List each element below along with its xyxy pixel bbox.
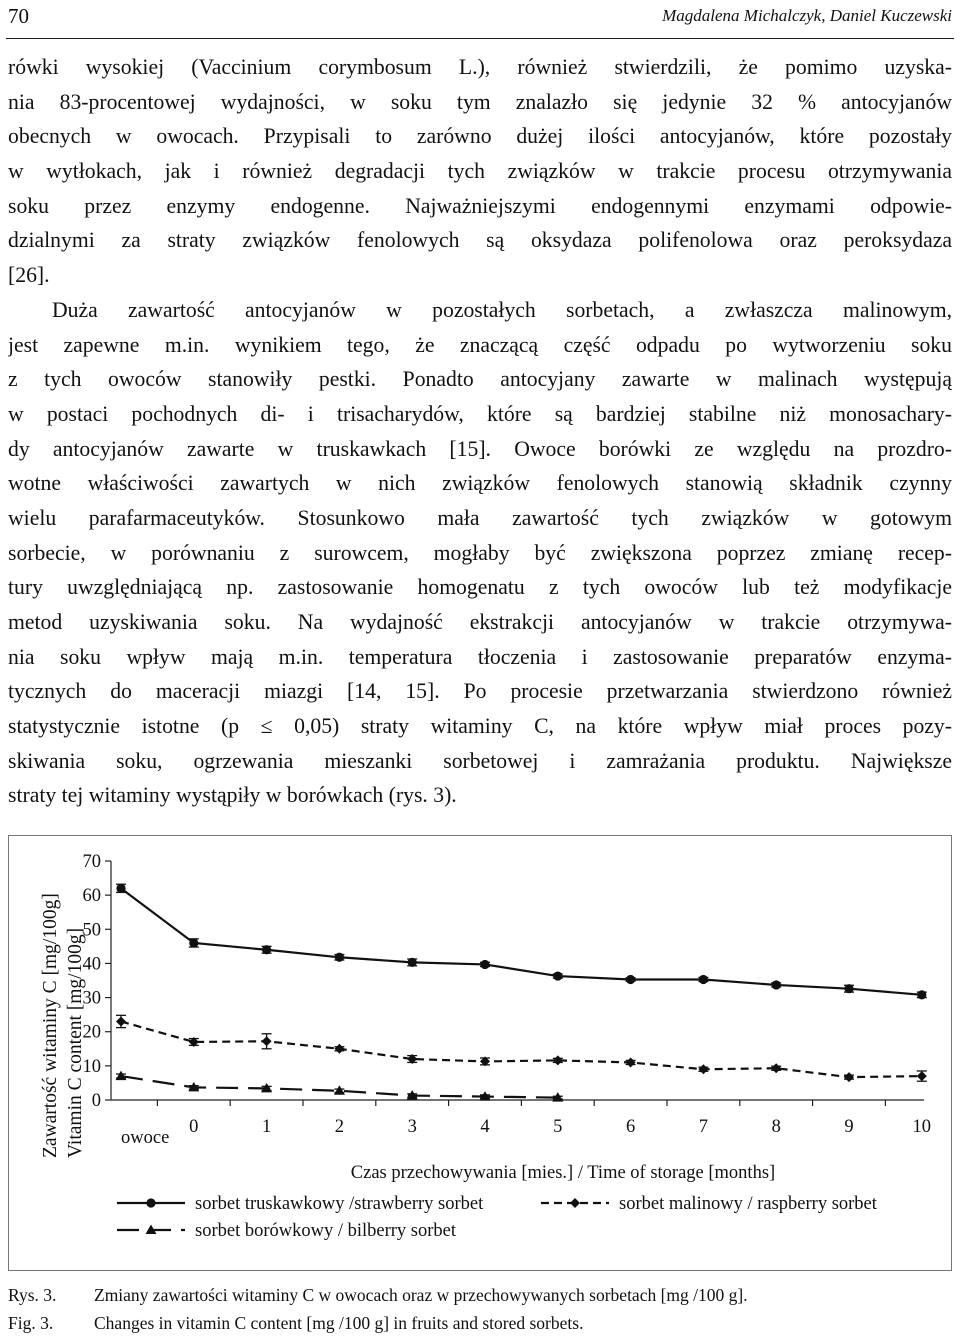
caption-en xyxy=(8,1313,952,1337)
data-point xyxy=(699,975,708,984)
running-head-authors: Magdalena Michalczyk, Daniel Kuczewski xyxy=(662,6,952,25)
data-point xyxy=(334,1044,344,1054)
series-line xyxy=(121,888,922,995)
data-point xyxy=(335,953,344,962)
text-line: rówki wysokiej (Vaccinium corymbosum L.), również stwierdzili, że pomimo uzyska- xyxy=(8,55,952,79)
text-line: w wytłokach, jak i również degradacji tych związków w trakcie procesu otrzymywania xyxy=(8,159,952,184)
caption-label-en: Fig. 3. xyxy=(8,1313,54,1333)
page-header xyxy=(0,0,960,40)
text-line: tycznych do maceracji miazgi [14, 15]. Po procesie przetwarzania stwierdzono również xyxy=(8,679,952,704)
text-line: z tych owoców stanowiły pestki. Ponadto antocyjany zawarte w malinach występują xyxy=(8,367,952,392)
vitamin-c-chart xyxy=(9,836,953,1272)
data-point xyxy=(553,1055,563,1065)
legend-label: sorbet borówkowy / bilberry sorbet xyxy=(195,1221,457,1241)
x-tick-label: 1 xyxy=(261,1117,272,1137)
y-axis-label-en: Vitamin C content [mg/100g] xyxy=(65,927,86,1158)
data-point xyxy=(146,1198,155,1207)
data-point xyxy=(626,1057,636,1067)
series-0 xyxy=(116,884,927,1000)
x-tick-label: 5 xyxy=(553,1117,563,1137)
x-tick-label: 0 xyxy=(189,1117,199,1137)
caption-pl xyxy=(8,1285,952,1309)
data-point xyxy=(626,975,635,984)
text-line: w postaci pochodnych di- i trisacharydów, które są bardziej stabilne niż monosachary- xyxy=(8,401,952,426)
data-point xyxy=(116,884,125,893)
text-line: [26]. xyxy=(8,263,50,288)
fruit-label-clip xyxy=(109,1152,219,1172)
y-tick-label: 30 xyxy=(82,988,101,1009)
caption-label-pl: Rys. 3. xyxy=(8,1285,57,1305)
text-line: sorbecie, w porównaniu z surowcem, mogłaby być zwiększona poprzez zmianę recep- xyxy=(8,540,952,565)
data-point xyxy=(844,984,853,993)
text-line: statystycznie istotne (p ≤ 0,05) straty witaminy C, na które wpływ miał proces pozy- xyxy=(8,714,952,739)
body-text xyxy=(8,50,952,813)
text-line: wotne właściwości zawartych w nich związków fenolowych stanowią składnik czynny xyxy=(8,471,952,496)
figure-frame xyxy=(8,835,952,1271)
text-line: dzialnymi za straty związków fenolowych są oksydaza polifenolowa oraz peroksydaza xyxy=(8,228,952,253)
text-line: dy antocyjanów zawarte w truskawkach [15]. Owoce borówki ze względu na prozdro- xyxy=(8,436,952,461)
text-line: metod uzyskiwania soku. Na wydajność ekstrakcji antocyjanów w trakcie otrzymywa- xyxy=(8,610,952,634)
text-line: Duża zawartość antocyjanów w pozostałych sorbetach, a zwłaszcza malinowym, xyxy=(52,297,952,322)
y-tick-label: 70 xyxy=(82,852,101,872)
text-line: nia 83-procentowej wydajności, w soku tym znalazło się jedynie 32 % antocyjanów xyxy=(8,89,952,114)
fruit-label-pl: owoce xyxy=(121,1128,170,1148)
x-tick-label: 2 xyxy=(334,1117,345,1137)
legend-label: sorbet malinowy / raspberry sorbet xyxy=(619,1194,877,1214)
x-tick-label: 10 xyxy=(912,1117,932,1137)
x-tick-label: 7 xyxy=(698,1117,709,1137)
x-tick-label: 8 xyxy=(771,1117,781,1137)
caption-text-pl: Zmiany zawartości witaminy C w owocach oraz w przechowywanych sorbetach [mg /100 g]. xyxy=(94,1285,748,1305)
text-line: nia soku wpływ mają m.in. temperatura tłoczenia i zastosowanie preparatów enzyma- xyxy=(8,644,952,669)
text-line: tury uwzględniającą np. zastosowanie homogenatu z tych owoców lub też modyfikacje xyxy=(8,575,952,600)
data-point xyxy=(480,960,489,969)
x-tick-label: 4 xyxy=(480,1117,490,1137)
data-point xyxy=(771,1063,781,1073)
text-line: wielu parafarmaceutyków. Stosunkowo mała zawartość tych związków w gotowym xyxy=(8,505,952,530)
data-point xyxy=(698,1064,708,1074)
data-point xyxy=(772,980,781,989)
series-line xyxy=(121,1021,922,1077)
text-line: jest zapewne m.in. wynikiem tego, że znaczącą część odpadu po wytworzeniu soku xyxy=(8,332,952,357)
y-tick-label: 50 xyxy=(82,920,101,941)
y-tick-label: 0 xyxy=(91,1091,101,1111)
series-2 xyxy=(116,1071,564,1102)
legend-label: sorbet truskawkowy /strawberry sorbet xyxy=(195,1194,484,1214)
text-line: soku przez enzymy endogenne. Najważniejszymi endogennymi enzymami odpowie- xyxy=(8,193,952,218)
x-tick-label: 9 xyxy=(844,1117,854,1137)
y-tick-label: 40 xyxy=(82,954,101,975)
x-axis-label: Czas przechowywania [mies.] / Time of storage [months] xyxy=(350,1163,776,1183)
data-point xyxy=(408,958,417,967)
data-point xyxy=(553,971,562,980)
data-point xyxy=(262,945,271,954)
text-line: skiwania soku, ogrzewania mieszanki sorbetowej i zamrażania produktu. Największe xyxy=(8,748,952,773)
data-point xyxy=(334,1085,345,1095)
x-tick-label: 3 xyxy=(407,1117,417,1137)
header-rule xyxy=(6,38,954,39)
text-line: obecnych w owocach. Przypisali to zarówno dużej ilości antocyjanów, które pozostały xyxy=(8,124,952,149)
data-point xyxy=(570,1198,580,1208)
x-tick-label: 6 xyxy=(625,1117,636,1137)
data-point xyxy=(917,1071,927,1081)
data-point xyxy=(844,1072,854,1082)
series-1 xyxy=(116,1015,927,1082)
y-tick-label: 20 xyxy=(82,1022,101,1043)
data-point xyxy=(116,1071,127,1081)
data-point xyxy=(917,990,926,999)
y-axis-label-pl: Zawartość witaminy C [mg/100g] xyxy=(40,893,61,1158)
page-number: 70 xyxy=(8,4,29,28)
data-point xyxy=(116,1016,126,1026)
data-point xyxy=(262,1036,272,1046)
y-tick-label: 10 xyxy=(82,1056,101,1077)
text-line: straty tej witaminy wystąpiły w borówkach (rys. 3). xyxy=(8,783,457,808)
y-tick-label: 60 xyxy=(82,886,101,907)
data-point xyxy=(189,938,198,947)
caption-text-en: Changes in vitamin C content [mg /100 g] in fruits and stored sorbets. xyxy=(94,1313,584,1333)
